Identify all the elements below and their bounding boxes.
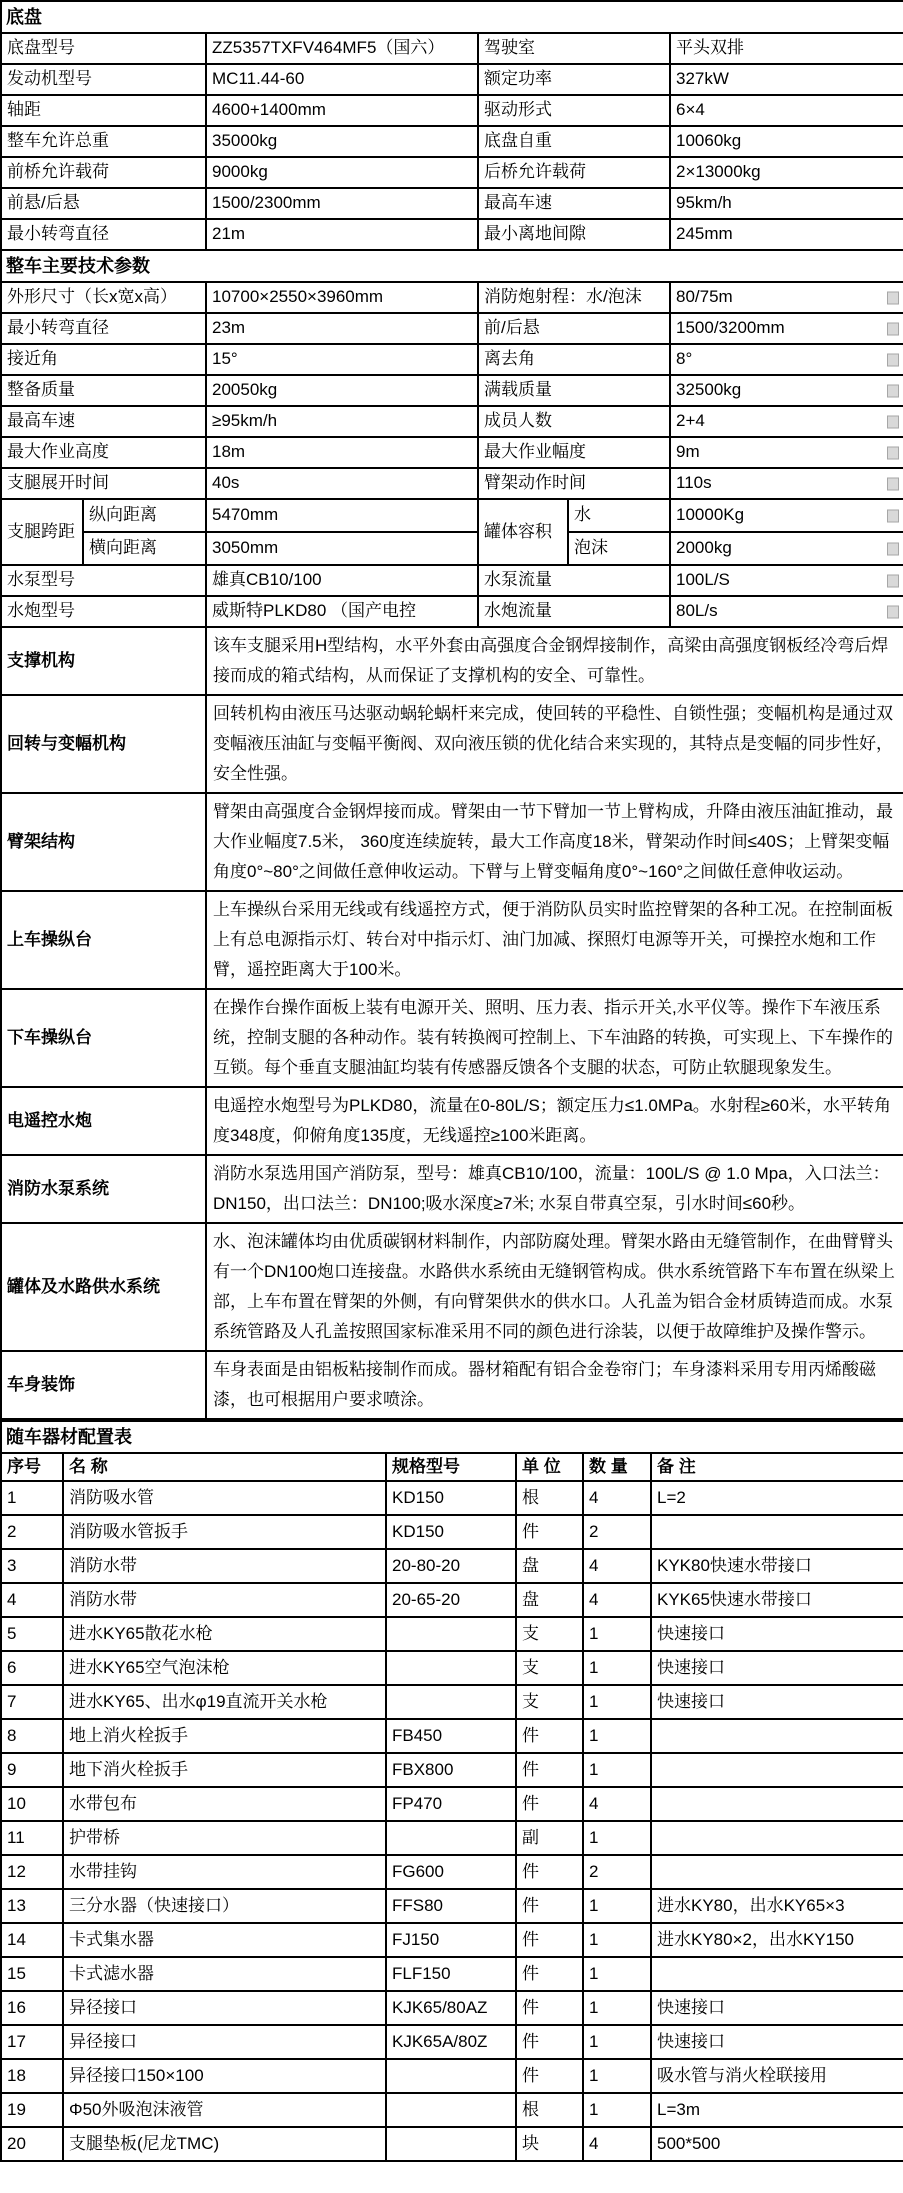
spec-value: 245mm bbox=[670, 219, 903, 250]
spec-label: 消防炮射程：水/泡沫 bbox=[478, 282, 670, 313]
equip-model: FJ150 bbox=[386, 1923, 516, 1957]
vehicle-rows bbox=[1, 282, 903, 627]
equip-unit: 件 bbox=[516, 2025, 583, 2059]
equip-name: 进水KY65空气泡沫枪 bbox=[63, 1651, 386, 1685]
object-marker-icon bbox=[887, 605, 899, 618]
spec-value: 32500kg bbox=[670, 375, 903, 406]
table-row bbox=[1, 1719, 903, 1753]
spec-label: 接近角 bbox=[1, 344, 206, 375]
equipment-column-header: 单 位 bbox=[516, 1453, 583, 1481]
equip-name: 护带桥 bbox=[63, 1821, 386, 1855]
equip-model: FB450 bbox=[386, 1719, 516, 1753]
equip-index: 18 bbox=[1, 2059, 63, 2093]
equip-qty: 1 bbox=[583, 1617, 651, 1651]
equipment-section-title-row bbox=[1, 1421, 903, 1453]
table-row bbox=[1, 468, 903, 499]
spec-label: 罐体容积 bbox=[478, 499, 568, 565]
equip-model: FFS80 bbox=[386, 1889, 516, 1923]
spec-value: 20050kg bbox=[206, 375, 478, 406]
feature-rows bbox=[1, 627, 903, 1419]
equip-name: 卡式滤水器 bbox=[63, 1957, 386, 1991]
table-row bbox=[1, 1753, 903, 1787]
equip-index: 11 bbox=[1, 1821, 63, 1855]
spec-label: 整车允许总重 bbox=[1, 126, 206, 157]
chassis-rows bbox=[1, 33, 903, 250]
equip-note: 快速接口 bbox=[651, 2025, 903, 2059]
equip-model: 20-65-20 bbox=[386, 1583, 516, 1617]
equip-qty: 1 bbox=[583, 1957, 651, 1991]
equip-qty: 4 bbox=[583, 1787, 651, 1821]
equip-model: KJK65A/80Z bbox=[386, 2025, 516, 2059]
equip-qty: 1 bbox=[583, 2059, 651, 2093]
spec-value: 5470mm bbox=[206, 499, 478, 532]
spec-label: 后桥允许载荷 bbox=[478, 157, 670, 188]
table-row bbox=[1, 1617, 903, 1651]
object-marker-icon bbox=[887, 384, 899, 397]
table-row bbox=[1, 1685, 903, 1719]
table-row bbox=[1, 596, 903, 627]
equip-note: 吸水管与消火栓联接用 bbox=[651, 2059, 903, 2093]
spec-value: 9m bbox=[670, 437, 903, 468]
equip-note bbox=[651, 1821, 903, 1855]
equip-note: 快速接口 bbox=[651, 1685, 903, 1719]
spec-value: 2×13000kg bbox=[670, 157, 903, 188]
equip-name: 地上消火栓扳手 bbox=[63, 1719, 386, 1753]
equip-index: 15 bbox=[1, 1957, 63, 1991]
table-row bbox=[1, 627, 903, 695]
spec-label: 最高车速 bbox=[1, 406, 206, 437]
table-row bbox=[1, 1515, 903, 1549]
equip-name: 消防水带 bbox=[63, 1549, 386, 1583]
spec-label: 最小离地间隙 bbox=[478, 219, 670, 250]
spec-label: 前悬/后悬 bbox=[1, 188, 206, 219]
spec-label: 成员人数 bbox=[478, 406, 670, 437]
equip-name: 水带挂钩 bbox=[63, 1855, 386, 1889]
table-row bbox=[1, 219, 903, 250]
spec-label: 离去角 bbox=[478, 344, 670, 375]
equip-unit: 件 bbox=[516, 1753, 583, 1787]
equip-name: 异径接口150×100 bbox=[63, 2059, 386, 2093]
equip-qty: 1 bbox=[583, 1719, 651, 1753]
equip-name: 卡式集水器 bbox=[63, 1923, 386, 1957]
spec-value: 威斯特PLKD80 （国产电控 bbox=[206, 596, 478, 627]
equip-qty: 1 bbox=[583, 1821, 651, 1855]
equip-model bbox=[386, 2127, 516, 2161]
spec-value: 雄真CB10/100 bbox=[206, 565, 478, 596]
spec-label: 最高车速 bbox=[478, 188, 670, 219]
table-row bbox=[1, 313, 903, 344]
feature-text: 消防水泵选用国产消防泵，型号：雄真CB10/100，流量：100L/S @ 1.0 Mpa，入口法兰：DN150，出口法兰：DN100;吸水深度≥7米; 水泵自带真空泵，引水时间≤60秒。 bbox=[206, 1155, 903, 1223]
spec-label: 水泵型号 bbox=[1, 565, 206, 596]
feature-label: 下车操纵台 bbox=[1, 989, 206, 1087]
spec-value: 35000kg bbox=[206, 126, 478, 157]
equip-name: 进水KY65、出水φ19直流开关水枪 bbox=[63, 1685, 386, 1719]
table-row bbox=[1, 793, 903, 891]
spec-value: 21m bbox=[206, 219, 478, 250]
spec-label: 底盘型号 bbox=[1, 33, 206, 64]
spec-value: 15° bbox=[206, 344, 478, 375]
equipment-column-header: 备 注 bbox=[651, 1453, 903, 1481]
equip-note bbox=[651, 1719, 903, 1753]
table-row bbox=[1, 532, 903, 565]
spec-value: 1500/3200mm bbox=[670, 313, 903, 344]
equip-note bbox=[651, 1787, 903, 1821]
spec-value: 6×4 bbox=[670, 95, 903, 126]
equip-index: 17 bbox=[1, 2025, 63, 2059]
object-marker-icon bbox=[887, 322, 899, 335]
table-row bbox=[1, 1889, 903, 1923]
equip-name: 消防水带 bbox=[63, 1583, 386, 1617]
equip-index: 8 bbox=[1, 1719, 63, 1753]
feature-text: 电遥控水炮型号为PLKD80，流量在0-80L/S；额定压力≤1.0MPa。水射程≥60米，水平转角度348度，仰俯角度135度，无线遥控≥100米距离。 bbox=[206, 1087, 903, 1155]
equip-unit: 根 bbox=[516, 2093, 583, 2127]
equip-unit: 块 bbox=[516, 2127, 583, 2161]
spec-label: 最大作业高度 bbox=[1, 437, 206, 468]
spec-value: 10060kg bbox=[670, 126, 903, 157]
equip-name: 异径接口 bbox=[63, 1991, 386, 2025]
equip-note: 快速接口 bbox=[651, 1651, 903, 1685]
spec-label: 最小转弯直径 bbox=[1, 219, 206, 250]
spec-label: 发动机型号 bbox=[1, 64, 206, 95]
equip-note: 进水KY80，出水KY65×3 bbox=[651, 1889, 903, 1923]
equip-unit: 件 bbox=[516, 1889, 583, 1923]
spec-value: ≥95km/h bbox=[206, 406, 478, 437]
spec-sublabel: 纵向距离 bbox=[83, 499, 206, 532]
equip-index: 9 bbox=[1, 1753, 63, 1787]
equip-name: 消防吸水管 bbox=[63, 1481, 386, 1515]
equip-qty: 1 bbox=[583, 1651, 651, 1685]
table-row bbox=[1, 1787, 903, 1821]
table-row bbox=[1, 406, 903, 437]
equip-note: 快速接口 bbox=[651, 1991, 903, 2025]
object-marker-icon bbox=[887, 415, 899, 428]
equip-index: 16 bbox=[1, 1991, 63, 2025]
equip-qty: 4 bbox=[583, 1583, 651, 1617]
equip-index: 20 bbox=[1, 2127, 63, 2161]
feature-text: 该车支腿采用H型结构，水平外套由高强度合金钢焊接制作，高梁由高强度钢板经冷弯后焊接而成的箱式结构，从而保证了支撑机构的安全、可靠性。 bbox=[206, 627, 903, 695]
spec-label: 支腿展开时间 bbox=[1, 468, 206, 499]
equip-unit: 件 bbox=[516, 1957, 583, 1991]
spec-label: 水泵流量 bbox=[478, 565, 670, 596]
spec-value: ZZ5357TXFV464MF5（国六） bbox=[206, 33, 478, 64]
object-marker-icon bbox=[887, 477, 899, 490]
spec-value: 327kW bbox=[670, 64, 903, 95]
table-row bbox=[1, 1155, 903, 1223]
equip-note: L=2 bbox=[651, 1481, 903, 1515]
equip-qty: 1 bbox=[583, 1991, 651, 2025]
table-row bbox=[1, 1481, 903, 1515]
spec-sublabel: 水 bbox=[568, 499, 670, 532]
table-row bbox=[1, 1351, 903, 1419]
feature-text: 臂架由高强度合金钢焊接而成。臂架由一节下臂加一节上臂构成，升降由液压油缸推动，最大作业幅度7.5米， 360度连续旋转，最大工作高度18米，臂架动作时间≤40S；上臂架变幅角度0°~80°之间做任意伸收运动。下臂与上臂变幅角度0°~160°之间做任意伸收运动。 bbox=[206, 793, 903, 891]
equip-model: KJK65/80AZ bbox=[386, 1991, 516, 2025]
spec-value: 1500/2300mm bbox=[206, 188, 478, 219]
spec-value: 10700×2550×3960mm bbox=[206, 282, 478, 313]
table-row bbox=[1, 891, 903, 989]
table-row bbox=[1, 1087, 903, 1155]
spec-sublabel: 泡沫 bbox=[568, 532, 670, 565]
equip-qty: 1 bbox=[583, 2025, 651, 2059]
equip-qty: 2 bbox=[583, 1855, 651, 1889]
spec-label: 最大作业幅度 bbox=[478, 437, 670, 468]
equip-qty: 1 bbox=[583, 1923, 651, 1957]
equip-unit: 件 bbox=[516, 1719, 583, 1753]
equip-index: 4 bbox=[1, 1583, 63, 1617]
spec-value: 平头双排 bbox=[670, 33, 903, 64]
feature-label: 电遥控水炮 bbox=[1, 1087, 206, 1155]
equip-note bbox=[651, 1855, 903, 1889]
equip-note bbox=[651, 1957, 903, 1991]
spec-value: 23m bbox=[206, 313, 478, 344]
feature-text: 在操作台操作面板上装有电源开关、照明、压力表、指示开关,水平仪等。操作下车液压系统，控制支腿的各种动作。装有转换阀可控制上、下车油路的转换，可实现上、下车操作的互锁。每个垂直支腿油缸均装有传感器反馈各个支腿的状态，可防止软腿现象发生。 bbox=[206, 989, 903, 1087]
equip-qty: 1 bbox=[583, 1753, 651, 1787]
equip-model: 20-80-20 bbox=[386, 1549, 516, 1583]
equip-model: FLF150 bbox=[386, 1957, 516, 1991]
equip-qty: 4 bbox=[583, 1549, 651, 1583]
spec-value: 110s bbox=[670, 468, 903, 499]
equipment-column-header: 数 量 bbox=[583, 1453, 651, 1481]
table-row bbox=[1, 95, 903, 126]
spec-value: 40s bbox=[206, 468, 478, 499]
feature-label: 回转与变幅机构 bbox=[1, 695, 206, 793]
equip-name: 消防吸水管扳手 bbox=[63, 1515, 386, 1549]
equip-name: 进水KY65散花水枪 bbox=[63, 1617, 386, 1651]
equip-note: 快速接口 bbox=[651, 1617, 903, 1651]
chassis-section-title: 底盘 bbox=[1, 1, 903, 33]
equip-note: KYK80快速水带接口 bbox=[651, 1549, 903, 1583]
spec-label: 最小转弯直径 bbox=[1, 313, 206, 344]
equip-note: L=3m bbox=[651, 2093, 903, 2127]
spec-label: 臂架动作时间 bbox=[478, 468, 670, 499]
equip-qty: 1 bbox=[583, 2093, 651, 2127]
equip-index: 1 bbox=[1, 1481, 63, 1515]
equip-unit: 支 bbox=[516, 1651, 583, 1685]
table-row bbox=[1, 375, 903, 406]
equip-model: FG600 bbox=[386, 1855, 516, 1889]
feature-label: 消防水泵系统 bbox=[1, 1155, 206, 1223]
spec-value: 4600+1400mm bbox=[206, 95, 478, 126]
equip-index: 2 bbox=[1, 1515, 63, 1549]
equip-unit: 件 bbox=[516, 2059, 583, 2093]
feature-text: 水、泡沫罐体均由优质碳钢材料制作，内部防腐处理。臂架水路由无缝管制作，在曲臂臂头有一个DN100炮口连接盘。水路供水系统由无缝钢管构成。供水系统管路下车布置在纵梁上部，上车布置在臂架的外侧，有向臂架供水的供水口。人孔盖为铝合金材质铸造而成。水泵系统管路及人孔盖按照国家标准采用不同的颜色进行涂装，以便于故障维护及操作警示。 bbox=[206, 1223, 903, 1351]
table-row bbox=[1, 1651, 903, 1685]
table-row bbox=[1, 695, 903, 793]
spec-label: 前桥允许载荷 bbox=[1, 157, 206, 188]
equip-index: 5 bbox=[1, 1617, 63, 1651]
equip-unit: 件 bbox=[516, 1991, 583, 2025]
feature-label: 支撑机构 bbox=[1, 627, 206, 695]
equipment-rows bbox=[1, 1481, 903, 2161]
equip-model: FP470 bbox=[386, 1787, 516, 1821]
table-row bbox=[1, 157, 903, 188]
equip-note bbox=[651, 1515, 903, 1549]
spec-value: 80/75m bbox=[670, 282, 903, 313]
table-row bbox=[1, 565, 903, 596]
spec-label: 前/后悬 bbox=[478, 313, 670, 344]
equip-name: 异径接口 bbox=[63, 2025, 386, 2059]
equip-index: 14 bbox=[1, 1923, 63, 1957]
spec-value: 10000Kg bbox=[670, 499, 903, 532]
equip-index: 12 bbox=[1, 1855, 63, 1889]
table-row bbox=[1, 1991, 903, 2025]
spec-label: 水炮型号 bbox=[1, 596, 206, 627]
spec-label: 水炮流量 bbox=[478, 596, 670, 627]
feature-label: 臂架结构 bbox=[1, 793, 206, 891]
equip-qty: 1 bbox=[583, 1685, 651, 1719]
vehicle-section-title-row bbox=[1, 250, 903, 282]
equip-note: 进水KY80×2，出水KY150 bbox=[651, 1923, 903, 1957]
equip-qty: 1 bbox=[583, 1889, 651, 1923]
equipment-table bbox=[0, 1420, 903, 2162]
spec-value: 2+4 bbox=[670, 406, 903, 437]
object-marker-icon bbox=[887, 542, 899, 555]
table-row bbox=[1, 1549, 903, 1583]
equip-index: 7 bbox=[1, 1685, 63, 1719]
spec-value: 3050mm bbox=[206, 532, 478, 565]
equip-model bbox=[386, 2059, 516, 2093]
table-row bbox=[1, 1855, 903, 1889]
table-row bbox=[1, 2127, 903, 2161]
spec-label: 支腿跨距 bbox=[1, 499, 83, 565]
equip-model bbox=[386, 1685, 516, 1719]
equip-index: 19 bbox=[1, 2093, 63, 2127]
feature-label: 上车操纵台 bbox=[1, 891, 206, 989]
feature-text: 车身表面是由铝板粘接制作而成。器材箱配有铝合金卷帘门；车身漆料采用专用丙烯酸磁漆，也可根据用户要求喷涂。 bbox=[206, 1351, 903, 1419]
spec-label: 底盘自重 bbox=[478, 126, 670, 157]
equip-unit: 支 bbox=[516, 1617, 583, 1651]
table-row bbox=[1, 344, 903, 375]
equip-name: 三分水器（快速接口） bbox=[63, 1889, 386, 1923]
equip-qty: 4 bbox=[583, 2127, 651, 2161]
spec-label: 驾驶室 bbox=[478, 33, 670, 64]
equip-model bbox=[386, 2093, 516, 2127]
spec-label: 驱动形式 bbox=[478, 95, 670, 126]
table-row bbox=[1, 1821, 903, 1855]
vehicle-section-title: 整车主要技术参数 bbox=[1, 250, 903, 282]
spec-value: MC11.44-60 bbox=[206, 64, 478, 95]
table-row bbox=[1, 1583, 903, 1617]
equip-model: KD150 bbox=[386, 1481, 516, 1515]
table-row bbox=[1, 2093, 903, 2127]
equip-qty: 4 bbox=[583, 1481, 651, 1515]
spec-value: 100L/S bbox=[670, 565, 903, 596]
equip-unit: 件 bbox=[516, 1855, 583, 1889]
equip-unit: 件 bbox=[516, 1515, 583, 1549]
table-row bbox=[1, 33, 903, 64]
table-row bbox=[1, 1223, 903, 1351]
table-row bbox=[1, 126, 903, 157]
equipment-column-header: 序号 bbox=[1, 1453, 63, 1481]
table-row bbox=[1, 1957, 903, 1991]
spec-label: 轴距 bbox=[1, 95, 206, 126]
table-row bbox=[1, 2059, 903, 2093]
equip-name: 支腿垫板(尼龙TMC) bbox=[63, 2127, 386, 2161]
equip-model bbox=[386, 1651, 516, 1685]
equip-name: 地下消火栓扳手 bbox=[63, 1753, 386, 1787]
spec-value: 8° bbox=[670, 344, 903, 375]
spec-label: 外形尺寸（长x宽x高） bbox=[1, 282, 206, 313]
spec-label: 整备质量 bbox=[1, 375, 206, 406]
table-row bbox=[1, 282, 903, 313]
table-row bbox=[1, 989, 903, 1087]
equip-index: 10 bbox=[1, 1787, 63, 1821]
table-row bbox=[1, 2025, 903, 2059]
equip-note: 500*500 bbox=[651, 2127, 903, 2161]
equip-unit: 件 bbox=[516, 1787, 583, 1821]
spec-label: 额定功率 bbox=[478, 64, 670, 95]
equip-name: 水带包布 bbox=[63, 1787, 386, 1821]
equip-unit: 根 bbox=[516, 1481, 583, 1515]
table-row bbox=[1, 437, 903, 468]
equip-unit: 副 bbox=[516, 1821, 583, 1855]
table-row bbox=[1, 64, 903, 95]
equip-index: 13 bbox=[1, 1889, 63, 1923]
feature-text: 上车操纵台采用无线或有线遥控方式，便于消防队员实时监控臂架的各种工况。在控制面板上有总电源指示灯、转台对中指示灯、油门加减、探照灯电源等开关，可操控水炮和工作臂，遥控距离大于100米。 bbox=[206, 891, 903, 989]
spec-value: 95km/h bbox=[670, 188, 903, 219]
equip-note bbox=[651, 1753, 903, 1787]
equip-model: KD150 bbox=[386, 1515, 516, 1549]
feature-text: 回转机构由液压马达驱动蜗轮蜗杆来完成，使回转的平稳性、自锁性强；变幅机构是通过双变幅液压油缸与变幅平衡阀、双向液压锁的优化结合来实现的，其特点是变幅的同步性好，安全性强。 bbox=[206, 695, 903, 793]
feature-label: 车身装饰 bbox=[1, 1351, 206, 1419]
equip-model bbox=[386, 1617, 516, 1651]
feature-label: 罐体及水路供水系统 bbox=[1, 1223, 206, 1351]
equipment-section-title: 随车器材配置表 bbox=[1, 1421, 903, 1453]
equip-model: FBX800 bbox=[386, 1753, 516, 1787]
chassis-section-title-row bbox=[1, 1, 903, 33]
spec-value: 9000kg bbox=[206, 157, 478, 188]
equip-index: 6 bbox=[1, 1651, 63, 1685]
object-marker-icon bbox=[887, 291, 899, 304]
equipment-header-row bbox=[1, 1453, 903, 1481]
spec-value: 80L/s bbox=[670, 596, 903, 627]
table-row bbox=[1, 1923, 903, 1957]
equipment-column-header: 名 称 bbox=[63, 1453, 386, 1481]
spec-sublabel: 横向距离 bbox=[83, 532, 206, 565]
equip-model bbox=[386, 1821, 516, 1855]
spec-value: 18m bbox=[206, 437, 478, 468]
spec-value: 2000kg bbox=[670, 532, 903, 565]
object-marker-icon bbox=[887, 509, 899, 522]
object-marker-icon bbox=[887, 446, 899, 459]
equip-unit: 件 bbox=[516, 1923, 583, 1957]
object-marker-icon bbox=[887, 353, 899, 366]
equip-name: Φ50外吸泡沫液管 bbox=[63, 2093, 386, 2127]
equip-unit: 盘 bbox=[516, 1583, 583, 1617]
spec-label: 满载质量 bbox=[478, 375, 670, 406]
equipment-column-header: 规格型号 bbox=[386, 1453, 516, 1481]
equip-note: KYK65快速水带接口 bbox=[651, 1583, 903, 1617]
table-row bbox=[1, 188, 903, 219]
equip-qty: 2 bbox=[583, 1515, 651, 1549]
equip-index: 3 bbox=[1, 1549, 63, 1583]
object-marker-icon bbox=[887, 574, 899, 587]
equip-unit: 盘 bbox=[516, 1549, 583, 1583]
table-row bbox=[1, 499, 903, 532]
equip-unit: 支 bbox=[516, 1685, 583, 1719]
